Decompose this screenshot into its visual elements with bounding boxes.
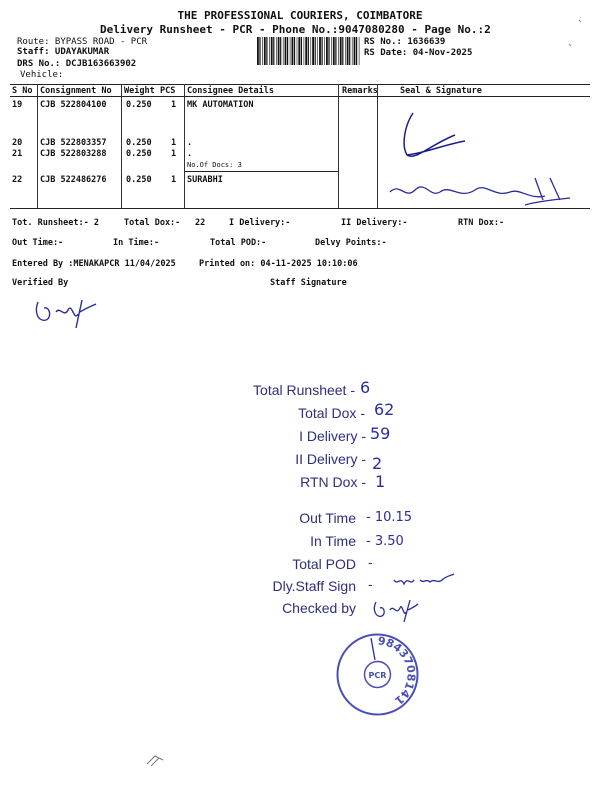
stamp-label-staff-sign: Dly.Staff Sign xyxy=(272,578,356,594)
col-header-remarks: Remarks xyxy=(342,86,378,96)
row-consignee: . xyxy=(187,138,193,148)
col-divider xyxy=(37,84,38,208)
barcode-bar xyxy=(273,37,274,65)
stamp-label-out-time: Out Time xyxy=(299,510,356,526)
checked-by-signature-ink xyxy=(370,594,420,624)
total-pod: Total POD:- xyxy=(210,238,267,248)
row-pcs: 1 xyxy=(171,149,177,159)
staff-label: Staff: UDAYAKUMAR xyxy=(17,47,110,57)
verified-by-label: Verified By xyxy=(12,278,69,288)
row-consignment: CJB 522486276 xyxy=(40,175,107,185)
row-weight: 0.250 xyxy=(126,149,152,159)
barcode-bar xyxy=(283,37,284,65)
i-delivery: I Delivery:- xyxy=(229,218,291,228)
barcode-bar xyxy=(287,37,288,65)
barcode-bar xyxy=(359,37,360,65)
barcode-bar xyxy=(349,37,350,65)
barcode-bar xyxy=(269,37,270,65)
barcode-bar xyxy=(294,37,295,65)
col-divider xyxy=(377,84,378,208)
barcode-bar xyxy=(304,37,305,65)
row-weight: 0.250 xyxy=(126,175,152,185)
total-dox-value: 22 xyxy=(195,218,206,228)
barcode-bar xyxy=(347,37,349,65)
staff-signature-label: Staff Signature xyxy=(270,278,347,288)
row-weight: 0.250 xyxy=(126,138,152,148)
printed-on: Printed on: 04-11-2025 10:10:06 xyxy=(199,259,358,269)
svg-text:PCR: PCR xyxy=(368,671,387,680)
drs-number: DRS No.: DCJB163663902 xyxy=(17,59,137,69)
col-header-consignee: Consignee Details xyxy=(187,86,274,96)
barcode-bar xyxy=(326,37,328,65)
barcode-bar xyxy=(338,37,339,65)
handwritten-staff-sign-dash: - xyxy=(368,578,373,593)
barcode-bar xyxy=(280,37,281,65)
tot-runsheet: Tot. Runsheet:- 2 xyxy=(12,218,99,228)
stamp-label-total-pod: Total POD xyxy=(292,556,356,572)
barcode-bar xyxy=(315,37,316,65)
receiver-signature-ink xyxy=(395,105,475,165)
barcode-bar xyxy=(264,37,266,65)
barcode-bar xyxy=(266,37,267,65)
barcode-bar xyxy=(308,37,309,65)
barcode-bar xyxy=(319,37,321,65)
stray-mark xyxy=(565,18,585,48)
rs-number: RS No.: 1636639 xyxy=(364,37,446,47)
stamp-label-in-time: In Time xyxy=(310,533,356,549)
barcode-bar xyxy=(317,37,318,65)
row-consignment: CJB 522803288 xyxy=(40,149,107,159)
verifier-signature-ink xyxy=(30,292,100,332)
col-header-consignment: Consignment No xyxy=(40,86,112,96)
handwritten-rtn-dox: 1 xyxy=(375,472,386,491)
col-header-sno: S No xyxy=(12,86,33,96)
ii-delivery: II Delivery:- xyxy=(341,218,408,228)
handwritten-dox: 62 xyxy=(374,400,395,419)
barcode-bar xyxy=(328,37,329,65)
rtn-dox: RTN Dox:- xyxy=(458,218,505,228)
row-sno: 20 xyxy=(12,138,23,148)
rs-date: RS Date: 04-Nov-2025 xyxy=(364,48,473,58)
receiver-signature-ink xyxy=(385,170,585,210)
barcode-bar xyxy=(271,37,273,65)
barcode-bar xyxy=(322,37,323,65)
barcode-bar xyxy=(340,37,342,65)
entered-by: Entered By :MENAKAPCR 11/04/2025 xyxy=(12,259,176,269)
stray-mark xyxy=(145,752,165,768)
row-consignment: CJB 522804100 xyxy=(40,100,107,110)
route-label: Route: BYPASS ROAD - PCR xyxy=(17,37,148,47)
col-divider xyxy=(184,84,185,208)
svg-text:9843708141: 9843708141 xyxy=(377,634,418,708)
row-consignee: MK AUTOMATION xyxy=(187,100,254,110)
barcode-bar xyxy=(290,37,291,65)
barcode-bar xyxy=(356,37,357,65)
company-seal xyxy=(335,632,420,717)
barcode-bar xyxy=(324,37,325,65)
barcode-bar xyxy=(276,37,277,65)
barcode-bar xyxy=(285,37,287,65)
row-pcs: 1 xyxy=(171,175,177,185)
barcode-bar xyxy=(311,37,312,65)
row-pcs: 1 xyxy=(171,100,177,110)
barcode-bar xyxy=(262,37,263,65)
vehicle-label: Vehicle: xyxy=(20,70,64,80)
barcode-bar xyxy=(278,37,280,65)
handwritten-in-time: - 3.50 xyxy=(366,534,404,549)
barcode-bar xyxy=(259,37,260,65)
row-sno: 21 xyxy=(12,149,23,159)
stamp-label-rtn-dox: RTN Dox - xyxy=(300,474,366,490)
barcode-bar xyxy=(352,37,353,65)
barcode xyxy=(257,37,360,65)
row-consignee: . xyxy=(187,149,193,159)
col-divider xyxy=(338,84,339,208)
stamp-label-ii-delivery: II Delivery - xyxy=(295,451,366,467)
barcode-bar xyxy=(292,37,294,65)
col-divider xyxy=(121,84,122,208)
barcode-bar xyxy=(301,37,302,65)
barcode-bar xyxy=(345,37,346,65)
row-weight: 0.250 xyxy=(126,100,152,110)
barcode-bar xyxy=(335,37,336,65)
runsheet-title: Delivery Runsheet - PCR - Phone No.:9047080280 - Page No.:2 xyxy=(100,23,491,36)
barcode-bar xyxy=(312,37,314,65)
barcode-bar xyxy=(354,37,356,65)
barcode-bar xyxy=(257,37,259,65)
row-consignee: SURABHI xyxy=(187,175,223,185)
stamp-label-total-runsheet: Total Runsheet - xyxy=(253,382,355,398)
stamp-label-total-dox: Total Dox - xyxy=(298,405,365,421)
barcode-bar xyxy=(342,37,343,65)
barcode-bar xyxy=(298,37,300,65)
handwritten-pod: - xyxy=(368,556,373,571)
barcode-bar xyxy=(331,37,332,65)
row-pcs: 1 xyxy=(171,138,177,148)
handwritten-runsheet: 6 xyxy=(360,378,371,397)
row-divider xyxy=(184,171,338,172)
staff-sign-ink xyxy=(390,570,460,590)
stamp-label-checked-by: Checked by xyxy=(282,600,356,616)
barcode-bar xyxy=(333,37,335,65)
total-dox-label: Total Dox:- xyxy=(124,218,181,228)
barcode-bar xyxy=(305,37,307,65)
row-sno: 19 xyxy=(12,100,23,110)
table-top-rule xyxy=(10,84,590,85)
out-time: Out Time:- xyxy=(12,238,64,248)
handwritten-ii-delivery: 2 xyxy=(372,454,383,473)
handwritten-i-delivery: 59 xyxy=(370,424,391,443)
row-sno: 22 xyxy=(12,175,23,185)
row-doc-count: No.Of Docs: 3 xyxy=(187,161,242,169)
col-header-pcs: PCS xyxy=(160,86,176,96)
barcode-bar xyxy=(297,37,298,65)
col-header-weight: Weight xyxy=(124,86,155,96)
table-header-rule xyxy=(10,96,590,97)
stamp-label-i-delivery: I Delivery - xyxy=(299,428,366,444)
row-consignment: CJB 522803357 xyxy=(40,138,107,148)
handwritten-out-time: - 10.15 xyxy=(366,510,413,525)
company-name: THE PROFESSIONAL COURIERS, COIMBATORE xyxy=(177,9,423,22)
delvy-points: Delvy Points:- xyxy=(315,238,387,248)
in-time: In Time:- xyxy=(113,238,160,248)
col-header-seal: Seal & Signature xyxy=(400,86,482,96)
